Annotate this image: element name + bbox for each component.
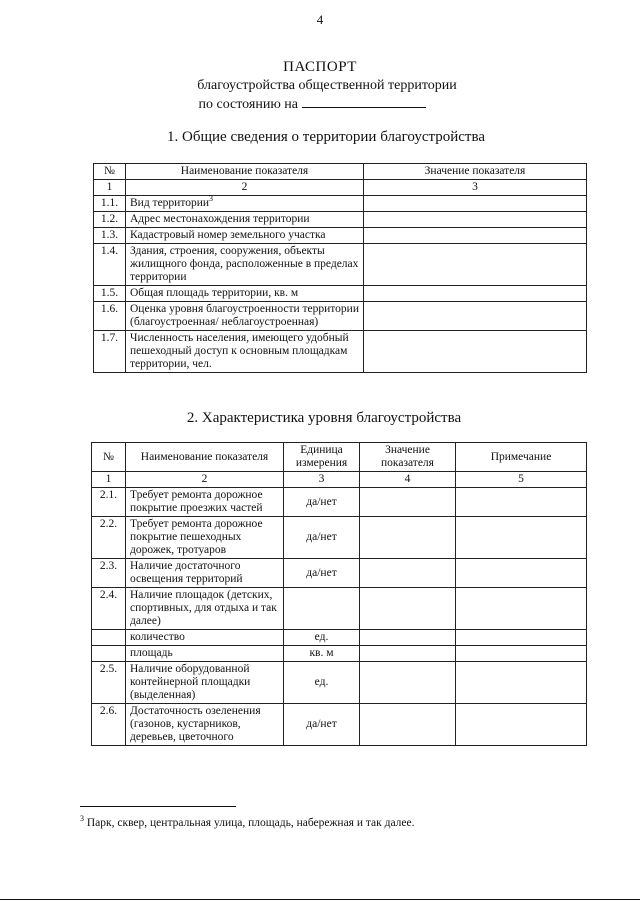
column-header: Наименование показателя — [126, 164, 364, 180]
column-number: 5 — [456, 472, 587, 488]
column-header: № — [92, 443, 126, 472]
row-value — [360, 630, 456, 646]
table-row — [94, 286, 587, 302]
row-number: 1.6. — [94, 302, 126, 331]
row-label: количество — [126, 630, 284, 646]
table-row — [94, 331, 587, 373]
row-note — [456, 559, 587, 588]
row-label: Наличие площадок (детских, спортивных, для отдыха и так далее) — [126, 588, 284, 630]
section1-heading: 1. Общие сведения о территории благоустройства — [167, 129, 485, 145]
column-number: 2 — [126, 472, 284, 488]
row-value — [360, 488, 456, 517]
row-label: Здания, строения, сооружения, объекты жилищного фонда, расположенные в пределах территории — [126, 244, 364, 286]
row-label: Общая площадь территории, кв. м — [126, 286, 364, 302]
footnote-mark: 3 — [209, 194, 214, 204]
row-label: Требует ремонта дорожное покрытие проезжих частей — [126, 488, 284, 517]
row-value — [364, 286, 587, 302]
row-value — [364, 244, 587, 286]
table-row — [92, 588, 587, 630]
as-of-date-blank — [302, 95, 426, 108]
column-header: Примечание — [456, 443, 587, 472]
row-note — [456, 704, 587, 746]
row-label: Кадастровый номер земельного участка — [126, 228, 364, 244]
footnote-mark: 3 — [80, 814, 84, 823]
table-header-row — [94, 164, 587, 180]
row-label: Требует ремонта дорожное покрытие пешеходных дорожек, тротуаров — [126, 517, 284, 559]
row-number: 1.5. — [94, 286, 126, 302]
row-note — [456, 517, 587, 559]
row-value — [360, 588, 456, 630]
row-unit — [284, 588, 360, 630]
column-number: 1 — [94, 180, 126, 196]
column-header: Наименование показателя — [126, 443, 284, 472]
column-number-row — [92, 472, 587, 488]
row-unit: да/нет — [284, 704, 360, 746]
row-label-text: Вид территории — [130, 197, 210, 209]
row-number: 2.4. — [92, 588, 126, 630]
table-header-row — [92, 443, 587, 472]
row-number: 1.7. — [94, 331, 126, 373]
table-row — [92, 630, 587, 646]
row-value — [364, 331, 587, 373]
column-header: № — [94, 164, 126, 180]
column-number: 2 — [126, 180, 364, 196]
row-value — [360, 559, 456, 588]
table-row — [94, 302, 587, 331]
row-number — [92, 630, 126, 646]
row-unit: да/нет — [284, 488, 360, 517]
row-number: 2.6. — [92, 704, 126, 746]
row-number: 1.3. — [94, 228, 126, 244]
row-note — [456, 588, 587, 630]
footnote-text: Парк, сквер, центральная улица, площадь, набережная и так далее. — [86, 816, 415, 829]
row-value — [364, 228, 587, 244]
row-unit: да/нет — [284, 517, 360, 559]
table-row — [92, 559, 587, 588]
row-unit: ед. — [284, 662, 360, 704]
row-number: 1.1. — [94, 196, 126, 212]
row-number: 2.3. — [92, 559, 126, 588]
row-value — [360, 704, 456, 746]
table-row — [94, 228, 587, 244]
row-unit: кв. м — [284, 646, 360, 662]
page-number: 4 — [316, 12, 324, 27]
footnote-divider — [80, 806, 236, 807]
row-label: Наличие достаточного освещения территорий — [126, 559, 284, 588]
row-number: 1.4. — [94, 244, 126, 286]
as-of-label: по состоянию на — [198, 97, 299, 112]
table-row — [94, 244, 587, 286]
table-row — [92, 646, 587, 662]
page-bottom-edge — [0, 899, 640, 900]
row-note — [456, 488, 587, 517]
row-label — [126, 196, 364, 212]
document-header — [0, 58, 640, 114]
row-label: Оценка уровня благоустроенности территории (благоустроенная/ неблагоустроенная) — [126, 302, 364, 331]
row-number: 2.5. — [92, 662, 126, 704]
table-row — [94, 212, 587, 228]
row-value — [360, 517, 456, 559]
row-value — [360, 646, 456, 662]
row-value — [360, 662, 456, 704]
row-unit: да/нет — [284, 559, 360, 588]
row-value — [364, 302, 587, 331]
table-row — [92, 704, 587, 746]
row-number: 1.2. — [94, 212, 126, 228]
row-note — [456, 630, 587, 646]
row-note — [456, 646, 587, 662]
row-label: Наличие оборудованной контейнерной площадки (выделенная) — [126, 662, 284, 704]
row-label: площадь — [126, 646, 284, 662]
section2-heading: 2. Характеристика уровня благоустройства — [186, 410, 462, 426]
row-number — [92, 646, 126, 662]
column-header: Значение показателя — [364, 164, 587, 180]
column-header: Значение показателя — [360, 443, 456, 472]
document-subtitle: благоустройства общественной территории — [197, 78, 457, 93]
column-number: 3 — [284, 472, 360, 488]
as-of-line — [0, 95, 640, 114]
column-number-row — [94, 180, 587, 196]
row-unit: ед. — [284, 630, 360, 646]
row-note — [456, 662, 587, 704]
table-row — [94, 196, 587, 212]
improvement-level-table — [91, 442, 587, 746]
table-row — [92, 662, 587, 704]
column-header: Единица измерения — [284, 443, 360, 472]
row-label: Численность населения, имеющего удобный пешеходный доступ к основным площадкам территории, чел. — [126, 331, 364, 373]
row-number: 2.2. — [92, 517, 126, 559]
footnote — [80, 814, 415, 829]
general-info-table — [93, 163, 587, 373]
row-number: 2.1. — [92, 488, 126, 517]
table-row — [92, 488, 587, 517]
table-row — [92, 517, 587, 559]
document-title: ПАСПОРТ — [283, 59, 357, 75]
column-number: 3 — [364, 180, 587, 196]
column-number: 4 — [360, 472, 456, 488]
row-label: Адрес местонахождения территории — [126, 212, 364, 228]
column-number: 1 — [92, 472, 126, 488]
row-label: Достаточность озеленения (газонов, кустарников, деревьев, цветочного — [126, 704, 284, 746]
row-value — [364, 212, 587, 228]
row-value — [364, 196, 587, 212]
